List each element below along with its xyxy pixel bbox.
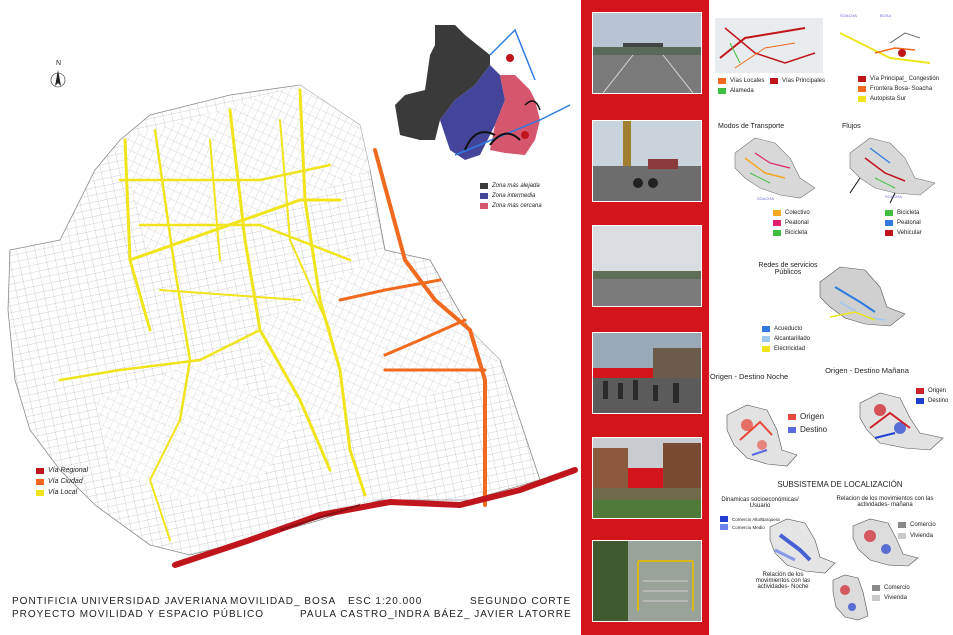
legend-swatch <box>480 203 488 209</box>
legend-label: Vía Local <box>48 489 78 496</box>
legend-item <box>872 595 907 601</box>
legend-swatch <box>885 220 893 226</box>
legend-label: Zona más cercana <box>492 203 542 209</box>
vias-mini-map <box>715 18 823 73</box>
legend-label: Colectivo <box>785 210 810 216</box>
dynamics-mini-map <box>765 515 841 575</box>
legend-item <box>773 230 807 236</box>
legend-swatch <box>872 595 880 601</box>
legend-label: Vías Locales <box>730 78 765 84</box>
night-activities-mini-map <box>830 572 870 622</box>
authors: PAULA CASTRO_INDRA BÁEZ_ JAVIER LATORRE <box>300 609 572 620</box>
legend-item <box>36 478 83 485</box>
legend-swatch <box>858 76 866 82</box>
legend-swatch <box>788 427 796 433</box>
legend-label: Bicicleta <box>785 230 808 236</box>
legend-item <box>762 326 802 332</box>
legend-swatch <box>720 516 728 522</box>
flows-title: Flujos <box>842 123 861 130</box>
legend-swatch <box>718 88 726 94</box>
legend-item <box>718 88 754 94</box>
north-label: N <box>56 60 62 67</box>
legend-item <box>480 183 540 189</box>
project-name: PROYECTO MOVILIDAD Y ESPACIO PÚBLICO <box>12 609 264 620</box>
legend-label: Frontera Bosa- Soacha <box>870 86 933 92</box>
legend-label: Vía Principal_ Congestión <box>870 76 940 82</box>
map-scale: ESC 1:20.000 <box>348 596 423 607</box>
legend-swatch <box>770 78 778 84</box>
legend-swatch <box>36 490 44 496</box>
legend-label: Origen <box>928 388 947 394</box>
legend-label: Vías Principales <box>782 78 826 84</box>
legend-label: Vehicular <box>897 230 922 236</box>
photo-street-with-motorcycle <box>592 120 702 202</box>
university-name: PONTIFICIA UNIVERSIDAD JAVERIANA <box>12 596 229 607</box>
zones-inset-map <box>395 25 575 185</box>
legend-item <box>858 86 932 92</box>
legend-label: Alameda <box>730 88 754 94</box>
legend-item <box>898 522 936 528</box>
services-mini-map <box>815 262 915 332</box>
legend-label: Comercio <box>910 522 936 528</box>
legend-item <box>916 388 946 394</box>
legend-swatch <box>718 78 726 84</box>
morning-activities-title: Relacion de los movimientos con las actividades- mañana <box>836 496 934 508</box>
legend-swatch <box>720 524 728 530</box>
legend-label: Vía Ciudad <box>48 478 83 485</box>
legend-label: Comercio Alto/Barquera <box>732 516 780 522</box>
photo-dirt-lot-houses <box>592 437 702 519</box>
legend-item <box>480 203 542 209</box>
legend-swatch <box>762 346 770 352</box>
legend-swatch <box>773 230 781 236</box>
legend-swatch <box>898 533 906 539</box>
legend-swatch <box>872 585 880 591</box>
legend-swatch <box>762 336 770 342</box>
legend-item <box>916 398 948 404</box>
legend-item <box>885 220 921 226</box>
legend-item <box>788 412 824 421</box>
legend-item <box>762 346 805 352</box>
dynamics-title: Dinamicas socioeconómicas/ Usuario <box>721 497 799 509</box>
legend-item <box>858 76 939 82</box>
legend-item <box>885 210 919 216</box>
legend-label: Zona más alejada <box>492 183 540 189</box>
legend-label: Electricidad <box>774 346 806 352</box>
project-stage: SEGUNDO CORTE <box>470 596 572 607</box>
legend-label: Peatonal <box>785 220 809 226</box>
localization-title: SUBSISTEMA DE LOCALIZACIÓN <box>777 480 903 489</box>
legend-label: Bicicleta <box>897 210 920 216</box>
legend-item <box>770 78 825 84</box>
legend-swatch <box>885 230 893 236</box>
legend-item <box>773 210 810 216</box>
legend-item <box>718 78 764 84</box>
legend-item <box>480 193 535 199</box>
legend-item <box>36 489 77 496</box>
legend-swatch <box>898 522 906 528</box>
legend-swatch <box>773 210 781 216</box>
legend-swatch <box>480 193 488 199</box>
transport-mini-map <box>730 133 820 205</box>
legend-item <box>720 524 765 530</box>
legend-swatch <box>762 326 770 332</box>
flows-soacha-label: SOACHA <box>885 194 902 199</box>
vias-bosa-label: BOSA <box>880 13 892 18</box>
vias-border-map <box>830 18 948 73</box>
legend-swatch <box>916 398 924 404</box>
legend-label: Comercio <box>884 585 910 591</box>
legend-label: Zona intermedia <box>492 193 536 199</box>
legend-item <box>36 467 88 474</box>
legend-item <box>788 425 827 434</box>
legend-swatch <box>858 96 866 102</box>
legend-label: Autopista Sur <box>870 96 907 102</box>
legend-label: Vivienda <box>910 533 933 539</box>
legend-swatch <box>858 86 866 92</box>
transport-soacha-label: SOACHA <box>757 196 774 201</box>
legend-label: Destino <box>800 425 828 434</box>
legend-item <box>773 220 809 226</box>
vias-soacha-label: SOACHA <box>840 13 857 18</box>
legend-swatch <box>36 479 44 485</box>
legend-label: Origen <box>800 412 825 421</box>
legend-item <box>885 230 922 236</box>
legend-item <box>872 585 910 591</box>
legend-swatch <box>480 183 488 189</box>
photo-road-intersection <box>592 12 702 94</box>
photo-pedestrian-bridge-stairs <box>592 540 702 622</box>
legend-swatch <box>916 388 924 394</box>
legend-item <box>898 533 933 539</box>
legend-label: Vía Regional <box>48 467 89 474</box>
photo-crowded-street <box>592 332 702 414</box>
legend-label: Peatonal <box>897 220 921 226</box>
services-title: Redes de servicios Públicos <box>758 262 818 276</box>
legend-swatch <box>36 468 44 474</box>
legend-label: Destino <box>928 398 949 404</box>
legend-swatch <box>788 414 796 420</box>
north-arrow <box>51 70 65 87</box>
legend-item <box>762 336 810 342</box>
legend-swatch <box>773 220 781 226</box>
legend-label: Acueducto <box>774 326 803 332</box>
photo-open-field-road <box>592 225 702 307</box>
legend-item <box>720 516 780 522</box>
legend-item <box>858 96 906 102</box>
legend-label: Vivienda <box>884 595 907 601</box>
od-morning-title: Origen - Destino Mañana <box>825 366 909 375</box>
transport-title: Modos de Transporte <box>718 123 785 130</box>
night-activities-title: Relación de los movimientos con las actividades- Noche <box>755 572 811 590</box>
od-night-mini-map <box>722 400 802 470</box>
legend-label: Comercio Medio <box>732 524 765 530</box>
legend-swatch <box>885 210 893 216</box>
od-night-title: Origen - Destino Noche <box>709 372 789 381</box>
legend-label: Alcantarillado <box>774 336 811 342</box>
map-topic: MOVILIDAD_ BOSA <box>230 596 337 607</box>
